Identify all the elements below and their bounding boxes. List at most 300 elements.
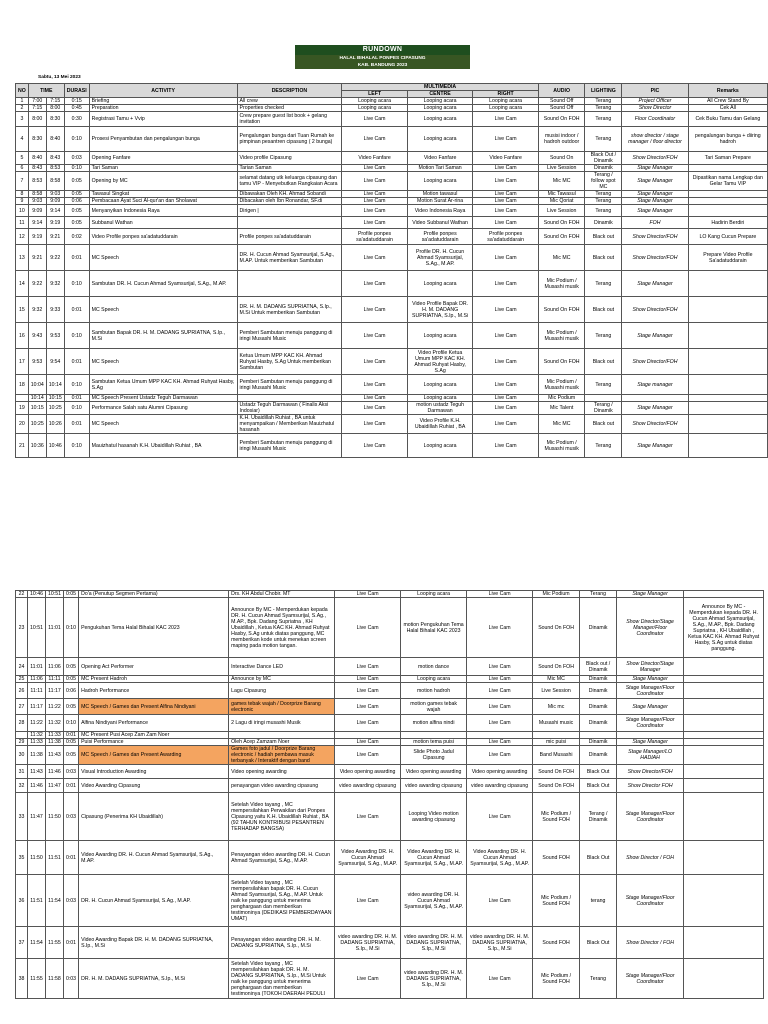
table-row: [16, 683, 764, 699]
row-mm-centre: Looping acara: [407, 172, 473, 191]
row-audio: Sound On: [538, 152, 585, 165]
row-mm-left: Live Cam: [335, 739, 401, 746]
row-mm-right: Live Cam: [467, 793, 533, 841]
row-no: 11: [16, 217, 29, 229]
row-activity: MC Speech: [89, 297, 237, 323]
row-duration: 0:01: [63, 779, 78, 793]
row-mm-right: Live Cam: [473, 271, 539, 297]
row-description: Announce By MC - Memperdukan kepada DR. H. Cucun Ahmad Syamsurijal, S.Ag., M.AP., Bpk. Dadang Supriatna , KH Ubaidillah , Ketua KAC KH. Ahmad Ruhyat Hasby, S.Ag untuk diatas panggung, MC memberikan kode untuk menekan screen maping pada motion tangan.: [229, 598, 335, 658]
row-mm-left: Live Cam: [342, 402, 408, 415]
row-time-end: 9:14: [46, 205, 64, 217]
row-audio: Mic Podium: [533, 591, 580, 598]
row-audio: Mic Podium / Musashi musik: [538, 434, 585, 458]
row-mm-centre: video awarding DR. H. M. DADANG SUPRIATNA, S.Ip., M.Si: [401, 927, 467, 959]
row-remarks: [688, 205, 767, 217]
header-lighting: LIGHTING: [585, 84, 622, 98]
row-no: 1: [16, 98, 29, 105]
event-name: HALAL BIHALAL PONPES CIPASUNG: [295, 55, 470, 62]
row-mm-centre: video awarding DR. H. M. DADANG SUPRIATNA, S.Ip., M.Si: [401, 959, 467, 999]
table-row: [16, 598, 764, 658]
table-row: [16, 699, 764, 715]
table-row: [16, 217, 768, 229]
row-activity: Sambutan DR. H. Cucun Ahmad Syamsurijal, S.Ag., M.AP.: [89, 271, 237, 297]
row-audio: Sound On FOH: [538, 349, 585, 375]
row-description: Dibacakan oleh Ibn Ronandar, SF.di: [237, 198, 342, 205]
row-activity: MC Speech Present Ustadz Teguh Darmawan: [89, 395, 237, 402]
row-mm-centre: video awarding DR. H. Cucun Ahmad Syamsurijal, S.Ag., M.AP.: [401, 875, 467, 927]
row-mm-left: Live Cam: [335, 959, 401, 999]
row-description: [237, 395, 342, 402]
row-pic: Show Director / FOH: [617, 927, 684, 959]
row-activity: Hadroh Performance: [79, 683, 229, 699]
row-audio: Mic Podium: [538, 395, 585, 402]
row-time-end: 11:58: [45, 959, 63, 999]
row-description: Pengalungan bunga dari Tuan Rumah ke pimpinan pesantren cipasung ( 2 bunga): [237, 127, 342, 152]
row-mm-centre: Motion tawasul: [407, 191, 473, 198]
row-mm-right: video awarding DR. H. M. DADANG SUPRIATNA, S.Ip., M.Si: [467, 927, 533, 959]
row-mm-left: Live Cam: [342, 349, 408, 375]
row-pic: Stage Manager: [622, 323, 688, 349]
header-pic: PIC: [622, 84, 688, 98]
row-duration: 0:01: [64, 245, 89, 271]
row-mm-right: video awarding cipasung: [467, 779, 533, 793]
row-lighting: Dinamik: [585, 165, 622, 172]
row-time-end: 10:14: [46, 375, 64, 395]
row-lighting: Terang: [585, 375, 622, 395]
row-duration: 0:10: [64, 375, 89, 395]
row-mm-centre: Video Profile Bapak DR. H. M. DADANG SUPRIATNA, S.Ip., M.Si: [407, 297, 473, 323]
row-pic: Floor Coordinator: [622, 112, 688, 127]
row-mm-right: Live Cam: [467, 591, 533, 598]
row-time-end: 11:50: [45, 793, 63, 841]
rundown-table-part-2: [15, 590, 764, 999]
row-mm-centre: Video Fanfare: [407, 152, 473, 165]
row-duration: 0:05: [63, 676, 78, 683]
table-row: [16, 676, 764, 683]
row-remarks: [688, 323, 767, 349]
table-row: [16, 375, 768, 395]
row-pic: Stage Manager: [622, 198, 688, 205]
row-mm-centre: Looping Video motion awarding cipasung: [401, 793, 467, 841]
row-lighting: Black out: [585, 349, 622, 375]
row-description: Pemberi Sambutan menuju panggung di iringi Musashi Music: [237, 323, 342, 349]
row-time-start: 8:58: [28, 191, 46, 198]
row-mm-left: Live Cam: [342, 245, 408, 271]
row-mm-left: Live Cam: [342, 395, 408, 402]
row-description: Penayangan video awarding DR. H. M. DADANG SUPRIATNA, S.Ip., M.Si: [229, 927, 335, 959]
row-audio: Sound On FOH: [533, 765, 580, 779]
row-mm-left: Live Cam: [342, 172, 408, 191]
row-description: [237, 217, 342, 229]
row-description: [229, 732, 335, 739]
table-row: [16, 434, 768, 458]
row-pic: Show Director/FOH: [622, 229, 688, 245]
row-no: 36: [16, 875, 28, 927]
row-mm-right: Live Cam: [473, 245, 539, 271]
row-time-end: 9:19: [46, 217, 64, 229]
row-lighting: Black out: [585, 415, 622, 434]
row-mm-left: Video opening awarding: [335, 765, 401, 779]
row-time-end: 8:53: [46, 165, 64, 172]
row-pic: Show Director/FOH: [622, 297, 688, 323]
row-mm-centre: video awarding cipasung: [401, 779, 467, 793]
row-mm-centre: Motion Surat Ar-rina: [407, 198, 473, 205]
row-mm-right: Looping acara: [473, 98, 539, 105]
row-remarks: Announce By MC - Memperdukan kepada DR. H. Cucun Ahmad Syamsurijal, S.Ag., M.AP., Bpk. Dadang Supriatna , KH Ubaidillah , Ketua KAC KH. Ahmad Ruhyat Hasby, S.Ag untuk diatas panggung.: [684, 598, 764, 658]
table-row: [16, 732, 764, 739]
row-mm-left: Live Cam: [335, 683, 401, 699]
row-duration: 0:30: [64, 112, 89, 127]
row-audio: Mic mc: [533, 699, 580, 715]
table-row: [16, 841, 764, 875]
row-duration: 0:02: [64, 229, 89, 245]
row-remarks: [684, 779, 764, 793]
row-no: 23: [16, 598, 28, 658]
row-activity: Prosesi Penyambutan dan pengalungan bunga: [89, 127, 237, 152]
row-activity: Video Profile ponpes sa'adatuddarain: [89, 229, 237, 245]
row-time-end: 9:22: [46, 245, 64, 271]
row-lighting: Black Out: [580, 927, 617, 959]
row-lighting: Dinamik: [580, 746, 617, 765]
row-duration: 0:01: [63, 732, 78, 739]
table-row: [16, 323, 768, 349]
row-mm-left: Looping acara: [342, 105, 408, 112]
row-audio: Sound Off: [538, 105, 585, 112]
row-time-end: 10:26: [46, 415, 64, 434]
row-remarks: [684, 841, 764, 875]
header-durasi: DURASI: [64, 84, 89, 98]
row-remarks: [688, 191, 767, 198]
row-mm-left: Live Cam: [342, 165, 408, 172]
row-remarks: [684, 793, 764, 841]
row-duration: 0:10: [64, 127, 89, 152]
row-mm-right: Live Cam: [467, 739, 533, 746]
table-row: [16, 658, 764, 676]
row-lighting: Black out / Dinamik: [580, 658, 617, 676]
row-audio: Mic Qoriat: [538, 198, 585, 205]
row-lighting: Terang / Dinamik: [585, 402, 622, 415]
row-remarks: Prepare Video Profile Sa'adatuddarain: [688, 245, 767, 271]
row-time-end: 11:33: [45, 732, 63, 739]
row-remarks: [688, 402, 767, 415]
row-time-start: 11:17: [28, 699, 46, 715]
row-duration: 0:06: [63, 683, 78, 699]
row-time-end: 8:00: [46, 105, 64, 112]
row-mm-right: Live Cam: [473, 205, 539, 217]
row-mm-right: Live Cam: [467, 699, 533, 715]
row-activity: Subbanul Wathan: [89, 217, 237, 229]
row-description: Pemberi Sambutan menuju panggung di iringi Musashi Music: [237, 434, 342, 458]
row-time-end: 11:54: [45, 875, 63, 927]
row-lighting: Black out: [585, 245, 622, 271]
row-mm-right: Live Cam: [473, 217, 539, 229]
row-duration: 0:05: [64, 217, 89, 229]
row-lighting: Black Out: [580, 779, 617, 793]
row-time-end: 11:51: [45, 841, 63, 875]
row-no: [16, 732, 28, 739]
row-mm-left: Video Awarding DR. H. Cucun Ahmad Syamsurijal, S.Ag., M.AP.: [335, 841, 401, 875]
row-pic: Show Director/FOH: [622, 415, 688, 434]
row-description: Pemberi Sambutan menuju panggung di iringi Musashi Music: [237, 375, 342, 395]
row-no: 5: [16, 152, 29, 165]
table-row: [16, 349, 768, 375]
row-remarks: LO Kang Cucun Prepare: [688, 229, 767, 245]
row-audio: Live Session: [538, 205, 585, 217]
row-activity: Video Awarding Cipasung: [79, 779, 229, 793]
row-lighting: [585, 395, 622, 402]
row-time-start: 11:38: [28, 746, 46, 765]
row-no: 30: [16, 746, 28, 765]
row-time-end: 10:46: [46, 434, 64, 458]
row-time-end: 11:55: [45, 927, 63, 959]
row-audio: Mic MC: [538, 172, 585, 191]
row-remarks: [688, 349, 767, 375]
row-duration: 0:10: [64, 271, 89, 297]
row-mm-right: Live Cam: [473, 127, 539, 152]
row-audio: Sound Off: [538, 98, 585, 105]
row-activity: Pembacaan Ayat Suci Al-qur'an dan Sholawat: [89, 198, 237, 205]
row-remarks: [684, 765, 764, 779]
row-mm-centre: Looping acara: [407, 434, 473, 458]
row-description: penayangan video awarding cipasung: [229, 779, 335, 793]
row-mm-left: Live Cam: [342, 375, 408, 395]
row-mm-left: Live Cam: [335, 699, 401, 715]
table-row: [16, 715, 764, 732]
row-activity: Performance Salah satu Alumni Cipasung: [89, 402, 237, 415]
row-lighting: Terang / Dinamik: [580, 793, 617, 841]
row-audio: Sound On FOH: [533, 779, 580, 793]
row-time-end: 10:25: [46, 402, 64, 415]
header-no: NO: [16, 84, 29, 98]
row-mm-left: Live Cam: [335, 591, 401, 598]
row-time-start: 11:51: [28, 875, 46, 927]
row-time-start: 11:55: [28, 959, 46, 999]
row-no: 19: [16, 402, 29, 415]
row-time-start: 9:14: [28, 217, 46, 229]
row-mm-left: Live Cam: [335, 746, 401, 765]
row-remarks: [684, 591, 764, 598]
header-remarks: Remarks: [688, 84, 767, 98]
row-mm-centre: Looping acara: [407, 375, 473, 395]
table-row: [16, 152, 768, 165]
row-time-start: 10:51: [28, 598, 46, 658]
table-row: [16, 165, 768, 172]
row-time-start: 10:46: [28, 591, 46, 598]
row-activity: MC Speech / Games dan Present Awarding: [79, 746, 229, 765]
row-duration: 0:03: [63, 959, 78, 999]
row-mm-right: [467, 732, 533, 739]
table-row: [16, 191, 768, 198]
table-row: [16, 98, 768, 105]
row-pic: Show Director / FOH: [617, 841, 684, 875]
row-time-start: 11:50: [28, 841, 46, 875]
header-description: DESCRIPTION: [237, 84, 342, 98]
table-row: [16, 779, 764, 793]
row-pic: show director / stage manager / floor director: [622, 127, 688, 152]
table-row: [16, 205, 768, 217]
row-remarks: [688, 165, 767, 172]
row-mm-centre: Slide Photo Jadul Cipasung: [401, 746, 467, 765]
row-pic: Show Director/FOH: [622, 245, 688, 271]
row-no: 32: [16, 779, 28, 793]
row-lighting: Dinamik: [580, 598, 617, 658]
row-lighting: Terang: [585, 434, 622, 458]
row-time-start: 8:40: [28, 152, 46, 165]
row-time-end: 11:38: [45, 739, 63, 746]
row-mm-right: Live Cam: [467, 746, 533, 765]
row-pic: Stage Manager: [617, 739, 684, 746]
row-mm-centre: Looping acara: [407, 395, 473, 402]
row-lighting: Terang: [585, 271, 622, 297]
row-mm-centre: motion games tebak wajah: [401, 699, 467, 715]
row-remarks: [684, 875, 764, 927]
row-duration: 0:15: [64, 98, 89, 105]
row-mm-right: Live Cam: [473, 395, 539, 402]
row-activity: Puisi Performance: [79, 739, 229, 746]
row-description: Setelah Video tayang , MC mempersilahkan Perwakilan dari Ponpes Cipasung yaitu K.H. Ubaidillah Ruhiat , BA (92 TAHUN KONTRIBUSI PESANTREN TERHADAP BANGSA): [229, 793, 335, 841]
row-no: 3: [16, 112, 29, 127]
row-pic: Show Director: [622, 105, 688, 112]
row-description: Drs. KH Abdul Chobir. MT: [229, 591, 335, 598]
row-time-end: 8:43: [46, 152, 64, 165]
row-description: Profile ponpes sa'adatuddarain: [237, 229, 342, 245]
row-pic: Stage Manager: [622, 434, 688, 458]
row-lighting: Terang: [585, 112, 622, 127]
row-mm-centre: motion tema puisi: [401, 739, 467, 746]
row-mm-right: Live Cam: [473, 191, 539, 198]
row-description: Crew prepare guest list book + gelang invitation: [237, 112, 342, 127]
row-duration: 0:03: [63, 875, 78, 927]
row-activity: MC Speech: [89, 245, 237, 271]
header-centre: CENTRE: [407, 91, 473, 98]
row-time-start: 11:06: [28, 676, 46, 683]
row-mm-centre: motion Pengukuhan Tema Halal Bihalal KAC 2023: [401, 598, 467, 658]
row-description: DR. H. M. DADANG SUPRIATNA, S.Ip., M.Si Untuk memberikan Sambutan: [237, 297, 342, 323]
row-time-start: 7:15: [28, 105, 46, 112]
row-mm-centre: motion dance: [401, 658, 467, 676]
row-duration: 0:05: [63, 699, 78, 715]
row-no: 10: [16, 205, 29, 217]
row-time-start: 10:25: [28, 415, 46, 434]
header-left: LEFT: [342, 91, 408, 98]
row-lighting: Dinamik: [585, 217, 622, 229]
row-mm-right: Live Cam: [473, 323, 539, 349]
row-pic: Show Director/FOH: [622, 152, 688, 165]
row-time-end: 9:33: [46, 297, 64, 323]
row-description: games tebak wajah / Doorprize Barang electronic: [229, 699, 335, 715]
row-no: 24: [16, 658, 28, 676]
row-no: 28: [16, 715, 28, 732]
row-duration: 0:10: [64, 165, 89, 172]
row-no: 4: [16, 127, 29, 152]
row-description: Announce by MC: [229, 676, 335, 683]
row-no: 27: [16, 699, 28, 715]
table-row: [16, 112, 768, 127]
row-time-end: 11:11: [45, 676, 63, 683]
row-mm-right: Live Cam: [473, 172, 539, 191]
row-lighting: Black Out: [580, 841, 617, 875]
row-time-end: 9:21: [46, 229, 64, 245]
row-mm-centre: Looping acara: [407, 98, 473, 105]
row-mm-centre: Profile DR. H. Cucun Ahmad Syamsurijal, S.Ag., M.AP.: [407, 245, 473, 271]
row-mm-centre: Looping acara: [407, 105, 473, 112]
row-time-start: 10:14: [28, 395, 46, 402]
row-duration: 0:03: [64, 152, 89, 165]
row-time-start: 9:32: [28, 297, 46, 323]
row-activity: DR. H. Cucun Ahmad Syamsurijal, S.Ag., M.AP.: [79, 875, 229, 927]
row-no: 8: [16, 191, 29, 198]
header-activity: ACTIVITY: [89, 84, 237, 98]
row-mm-left: [335, 732, 401, 739]
row-mm-centre: Motion Tari Saman: [407, 165, 473, 172]
row-time-end: 10:51: [45, 591, 63, 598]
row-mm-left: Live Cam: [335, 676, 401, 683]
row-duration: 0:01: [64, 395, 89, 402]
row-audio: Mic Podium / Sound FOH: [533, 959, 580, 999]
row-duration: 0:01: [64, 349, 89, 375]
row-time-end: 11:01: [45, 598, 63, 658]
row-lighting: Terang: [585, 191, 622, 198]
row-description: Video profile Cipasung: [237, 152, 342, 165]
table-row: [16, 415, 768, 434]
row-lighting: Black Out / Dinamik: [585, 152, 622, 165]
row-mm-left: Live Cam: [342, 271, 408, 297]
row-pic: Show Director/FOH: [617, 765, 684, 779]
row-audio: mic puisi: [533, 739, 580, 746]
row-activity: MC Speech / Games dan Present Alfina Nindiyani: [79, 699, 229, 715]
row-mm-right: Live Cam: [473, 112, 539, 127]
row-mm-right: Video Fanfare: [473, 152, 539, 165]
row-pic: Stage Manager/Floor Coordinator: [617, 683, 684, 699]
row-time-start: 9:22: [28, 271, 46, 297]
row-description: Penayangan video awarding DR. H. Cucun Ahmad Syamsurijal, S.Ag., M.AP.: [229, 841, 335, 875]
row-mm-right: Live Cam: [467, 959, 533, 999]
row-pic: [617, 732, 684, 739]
row-no: 15: [16, 297, 29, 323]
row-duration: 0:05: [63, 739, 78, 746]
row-time-start: 11:11: [28, 683, 46, 699]
row-mm-left: Live Cam: [342, 217, 408, 229]
row-remarks: [688, 271, 767, 297]
row-duration: 0:05: [64, 205, 89, 217]
rundown-table-part-1: [15, 83, 768, 458]
rundown-body-part-2: [16, 591, 764, 999]
row-mm-right: Live Cam: [473, 375, 539, 395]
row-remarks: [688, 434, 767, 458]
row-audio: Mic Podium / Musashi musik: [538, 323, 585, 349]
row-remarks: [688, 415, 767, 434]
row-mm-right: Video opening awarding: [467, 765, 533, 779]
header-time: TIME: [28, 84, 64, 98]
row-time-end: 8:58: [46, 172, 64, 191]
row-mm-left: Live Cam: [342, 415, 408, 434]
table-header-row: [16, 84, 768, 91]
row-audio: Sound FOH: [533, 927, 580, 959]
row-time-start: 10:04: [28, 375, 46, 395]
row-time-end: 11:17: [45, 683, 63, 699]
row-remarks: [684, 739, 764, 746]
row-mm-right: Live Cam: [467, 875, 533, 927]
row-time-start: 10:15: [28, 402, 46, 415]
row-pic: Show Director/FOH: [622, 349, 688, 375]
row-mm-centre: motion hadroh: [401, 683, 467, 699]
row-mm-left: Live Cam: [342, 297, 408, 323]
row-activity: Tari Saman: [89, 165, 237, 172]
row-pic: Show Director/Stage Manager: [617, 658, 684, 676]
table-row: [16, 105, 768, 112]
table-row: [16, 591, 764, 598]
row-pic: Stage Manager/LO HADIAH: [617, 746, 684, 765]
